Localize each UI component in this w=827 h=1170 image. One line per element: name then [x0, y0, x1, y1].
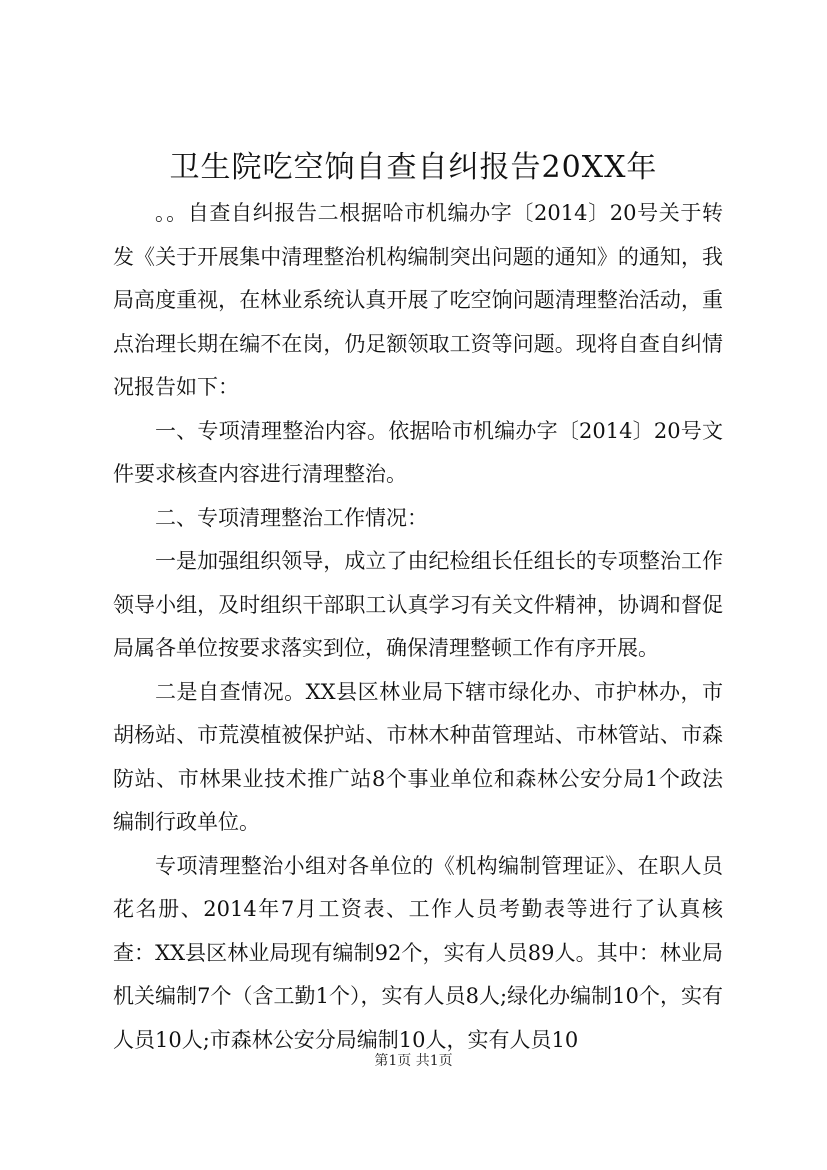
document-title: 卫生院吃空饷自查自纠报告20XX年	[169, 150, 658, 185]
paragraph-organization: 一是加强组织领导，成立了由纪检组长任组长的专项整治工作领导小组，及时组织干部职工认真学习有关文件精神，协调和督促局属各单位按要求落实到位，确保清理整顿工作有序开展。	[113, 549, 723, 660]
page-footer: 第1页 共1页	[374, 1053, 453, 1069]
paragraph-section-one: 一、专项清理整治内容。依据哈市机编办字〔2014〕20号文件要求核查内容进行清理整治。	[113, 418, 723, 486]
paragraph-intro: 。。自查自纠报告二根据哈市机编办字〔2014〕20号关于转发《关于开展集中清理整治机构编制突出问题的通知》的通知，我局高度重视，在林业系统认真开展了吃空饷问题清理整治活动，重点治理长期在编不在岗，仍足额领取工资等问题。现将自查自纠情况报告如下：	[113, 201, 723, 399]
paragraph-section-two: 二、专项清理整治工作情况：	[155, 505, 428, 530]
document-body	[113, 192, 723, 1062]
paragraph-verification: 专项清理整治小组对各单位的《机构编制管理证》、在职人员花名册、2014年7月工资表、工作人员考勤表等进行了认真核查：XX县区林业局现有编制92个，实有人员89人。其中：林业局机关编制7个（含工勤1个），实有人员8人;绿化办编制10个，实有人员10人;市森林公安分局编制10人，实有人员10	[113, 853, 723, 1052]
paragraph-self-check: 二是自查情况。XX县区林业局下辖市绿化办、市护林办，市胡杨站、市荒漠植被保护站、市林木种苗管理站、市林管站、市森防站、市林果业技术推广站8个事业单位和森林公安分局1个政法编制行政单位。	[113, 679, 723, 834]
